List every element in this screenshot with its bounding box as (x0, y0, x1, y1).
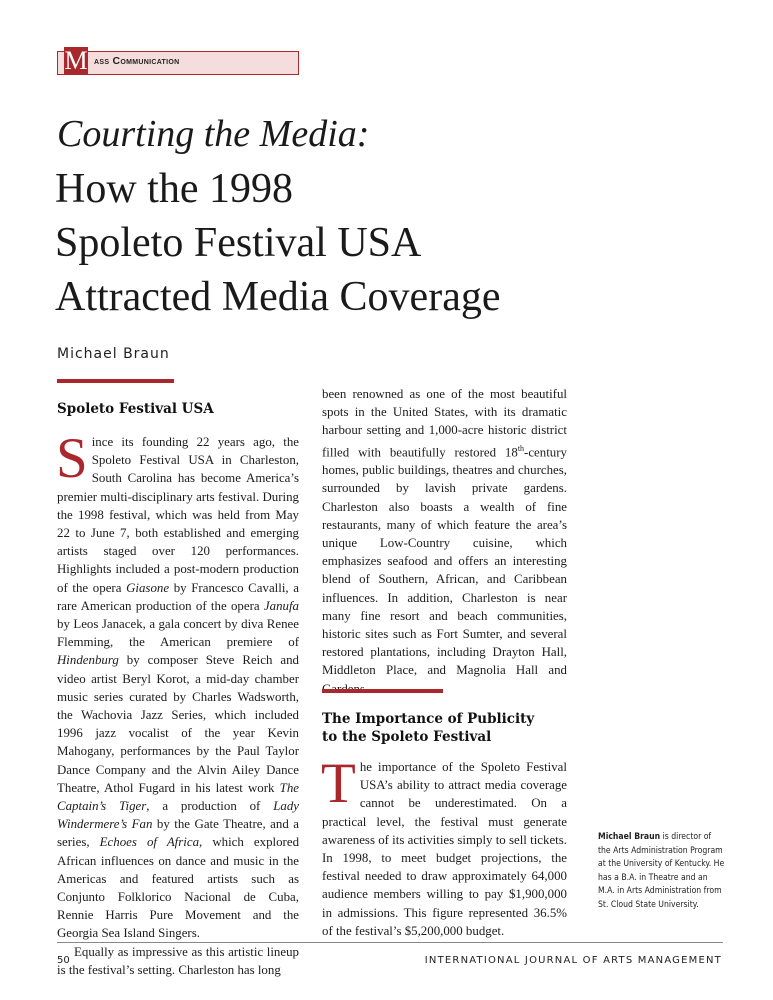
section-heading: Spoleto Festival USA (57, 401, 214, 417)
author-bio (598, 831, 726, 913)
drop-cap: S (56, 427, 88, 490)
title-line: Attracted Media Coverage (55, 274, 501, 320)
section-tag-initial: M (64, 46, 88, 75)
section-tag (57, 46, 299, 75)
title-line: How the 1998 (55, 166, 293, 212)
paragraph: Since its founding 22 years ago, the Spoleto Festival USA in Charleston, South Carolina has become America’s premier multi-disciplinary arts festival. During the 1998 festival, which was held from May 22 to June 7, both established and emerging artists staged over 120 performances. Highlights included a post-modern production of the opera Giasone by Francesco Cavalli, a rare American production of the opera Janufa by Leos Janacek, a gala concert by diva Renee Flemming, the American premiere of Hindenburg by composer Steve Reich and video artist Beryl Korot, a mid-day chamber music series curated by Charles Wadsworth, the Wachovia Jazz Series, which included 1996 jazz vocalist of the year Kevin Mahogany, performances by the Paul Taylor Dance Company and the Alvin Ailey Dance Theatre, Athol Fugard in his latest work The Captain’s Tiger, a production of Lady Windermere’s Fan by the Gate Theatre, and a series, Echoes of Africa, which explored African influences on dance and music in the Americas and featured artists such as Conjunto Folklorico Nacional de Cuba, Rennie Harris Pure Movement and the Georgia Sea Island Singers. (56, 427, 300, 941)
bio-text: is director of the Arts Administration Program at the University of Kentucky. He has a B.A. in Theatre and an M.A. in Arts Administration from St. Cloud State University. (598, 832, 725, 910)
body-column-right-bottom (321, 752, 567, 940)
section-rule (57, 379, 174, 383)
section-heading: The Importance of Publicity to the Spoleto Festival (322, 711, 535, 745)
body-column-right-top (322, 385, 567, 698)
article-title (55, 162, 500, 324)
bio-name: Michael Braun (598, 832, 661, 842)
title-line: Spoleto Festival USA (55, 220, 422, 266)
section-rule (322, 689, 443, 693)
author-byline: Michael Braun (57, 346, 170, 362)
footer-divider (57, 942, 723, 943)
paragraph: The importance of the Spoleto Festival USA’s ability to attract media coverage cannot be underestimated. On a practical level, the festival must generate awareness of its activities simply to sell tickets. In 1998, to meet budget projections, the festival needed to draw approximately 64,000 audience members willing to pay $1,900,000 in admissions. This figure represented 36.5% of the festival’s $5,200,000 budget. (321, 752, 567, 938)
title-kicker: Courting the Media: (57, 113, 370, 155)
drop-cap: T (321, 752, 356, 815)
page-number: 50 (57, 955, 70, 966)
journal-name: INTERNATIONAL JOURNAL OF ARTS MANAGEMENT (424, 955, 722, 966)
section-tag-label: ass Communication (94, 55, 180, 67)
paragraph-continued: been renowned as one of the most beautiful spots in the United States, with its dramatic harbour setting and 1,000-acre historic district filled with beautifully restored 18th-century homes, public buildings, theatres and churches, surrounded by lavish private gardens. Charleston also boasts a wealth of fine restaurants, many of which feature the area’s unique Low-Country cuisine, which emphasizes seafood and offers an interesting blend of Southern, African, and Caribbean influences. In addition, Charleston is near many fine resort and beach communities, historic sites such as Fort Sumter, and several restored plantations, including Drayton Hall, Middleton Place, and Magnolia Hall and (322, 387, 567, 678)
paragraph: Equally as impressive as this artistic lineup is the festival’s setting. Charleston has long (57, 944, 299, 977)
body-column-left (56, 427, 300, 979)
